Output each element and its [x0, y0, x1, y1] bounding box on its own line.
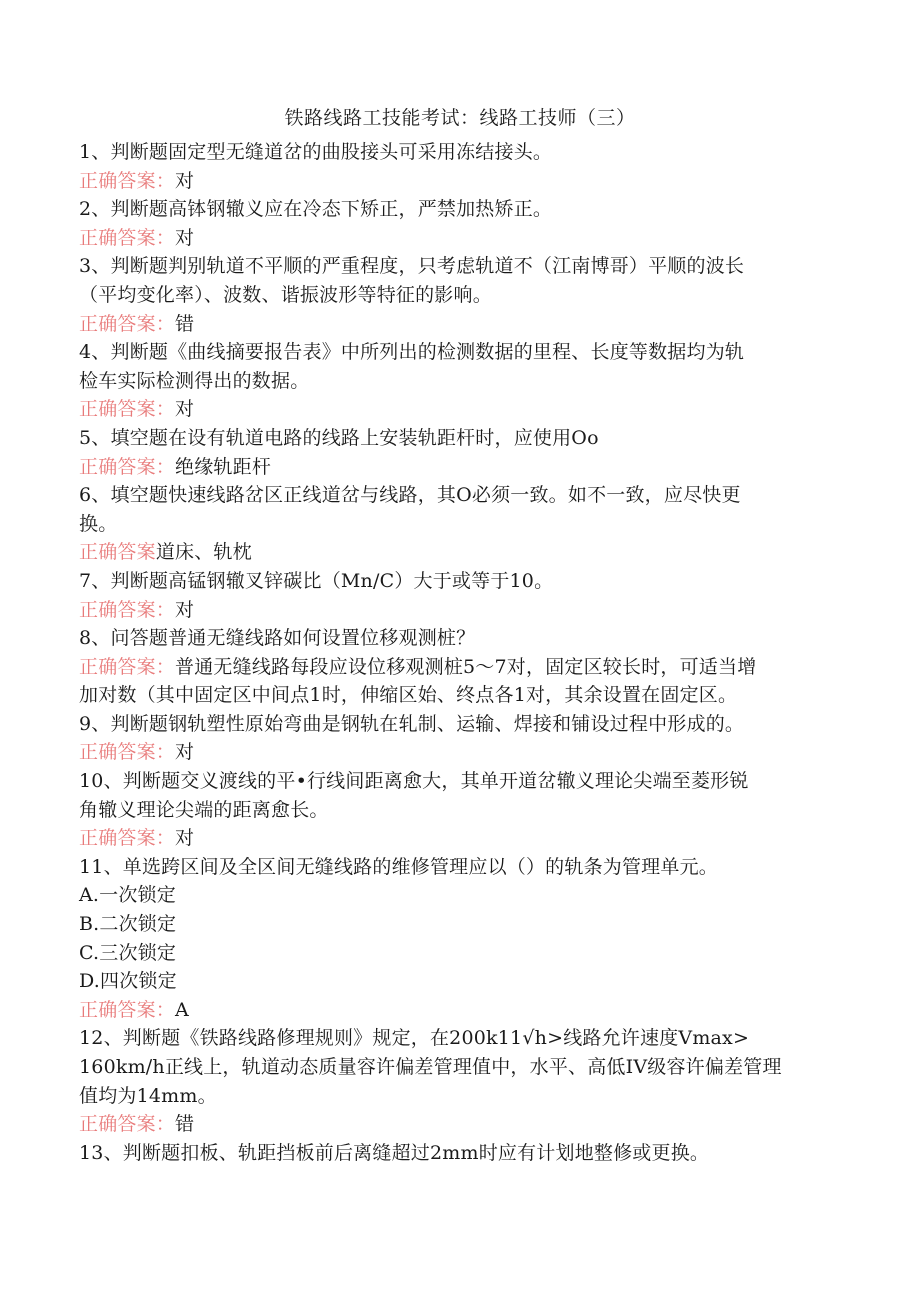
question-10: 10、判断题交义渡线的平•行线间距离愈大，其单开道岔辙义理论尖端至菱形锐 — [79, 770, 749, 793]
answer-9 — [79, 738, 839, 767]
answer-5 — [79, 453, 839, 482]
question-4-cont: 检车实际检测得出的数据。 — [79, 369, 310, 392]
answer-label: 正确答案： — [79, 598, 176, 621]
answer-label: 正确答案： — [79, 655, 176, 678]
answer-label: 正确答案： — [79, 741, 176, 764]
answer-label: 正确答案： — [79, 1113, 176, 1136]
question-9: 9、判断题钢轨塑性原始弯曲是钢轨在轧制、运输、焊接和铺设过程中形成的。 — [79, 712, 745, 735]
question-6: 6、填空题快速线路岔区正线道岔与线路，其O必须一致。如不一致，应尽快更 — [79, 484, 741, 507]
answer-value: 错 — [175, 1113, 195, 1136]
option-d: D.四次锁定 — [79, 970, 177, 993]
question-12-cont-2: 值均为14mm。 — [79, 1084, 217, 1107]
answer-label: 正确答案： — [79, 169, 176, 192]
question-list — [79, 138, 839, 1167]
question-1: 1、判断题固定型无缝道岔的曲股接头可采用冻结接头。 — [79, 141, 553, 163]
answer-4 — [79, 395, 839, 424]
answer-value: A — [175, 998, 189, 1021]
question-3: 3、判断题判别轨道不平顺的严重程度，只考虑轨道不（江南博哥）平顺的波长 — [79, 255, 745, 278]
answer-value: 对 — [175, 741, 195, 764]
question-6-cont: 换。 — [79, 512, 118, 535]
question-2: 2、判断题高钵钢辙义应在冷态下矫正，严禁加热矫正。 — [79, 198, 553, 221]
answer-value: 对 — [175, 398, 195, 421]
answer-value: 绝缘轨距杆 — [175, 455, 272, 478]
answer-label: 正确答案： — [79, 455, 176, 478]
answer-10 — [79, 824, 839, 853]
answer-label: 正确答案： — [79, 827, 176, 850]
answer-11 — [79, 996, 839, 1025]
answer-3 — [79, 310, 839, 339]
answer-value: 普通无缝线路每段应设位移观测桩5〜7对，固定区较长时，可适当增 — [175, 655, 757, 678]
question-8: 8、问答题普通无缝线路如何设置位移观测桩？ — [79, 627, 476, 650]
question-12: 12、判断题《铁路线路修理规则》规定，在200k11√h>线路允许速度Vmax> — [79, 1027, 750, 1050]
option-b: B.二次锁定 — [79, 913, 177, 936]
answer-value: 错 — [175, 312, 195, 335]
answer-8-cont: 加对数（其中固定区中间点1时，伸缩区始、终点各1对，其余设置在固定区。 — [79, 684, 738, 707]
answer-label: 正确答案 — [79, 541, 156, 564]
answer-8 — [79, 653, 839, 682]
question-11: 11、单选跨区间及全区间无缝线路的维修管理应以（）的轨条为管理单元。 — [79, 855, 718, 878]
answer-12 — [79, 1110, 839, 1139]
question-13: 13、判断题扣板、轨距挡板前后离缝超过2mm时应有计划地整修或更换。 — [79, 1141, 710, 1164]
answer-value: 对 — [175, 226, 195, 249]
answer-value: 对 — [175, 169, 195, 192]
question-10-cont: 角辙义理论尖端的距离愈长。 — [79, 798, 329, 821]
answer-label: 正确答案： — [79, 226, 176, 249]
answer-value: 对 — [175, 827, 195, 850]
answer-label: 正确答案： — [79, 312, 176, 335]
question-12-cont: 160km∕h正线上，轨道动态质量容许偏差管理值中，水平、高低IV级容许偏差管理 — [79, 1056, 782, 1078]
question-4: 4、判断题《曲线摘要报告表》中所列出的检测数据的里程、长度等数据均为轨 — [79, 341, 745, 364]
answer-label: 正确答案： — [79, 398, 176, 421]
answer-label: 正确答案： — [79, 998, 176, 1021]
answer-value: 道床、轨枕 — [155, 541, 252, 564]
option-c: C.三次锁定 — [79, 941, 177, 964]
question-3-cont: （平均变化率）、波数、谐振波形等特征的影响。 — [79, 283, 492, 306]
answer-value: 对 — [175, 598, 195, 621]
answer-6 — [79, 538, 839, 567]
answer-2 — [79, 224, 839, 253]
answer-7 — [79, 596, 839, 625]
answer-1 — [79, 167, 839, 196]
question-5: 5、填空题在设有轨道电路的线路上安装轨距杆时，应使用Oo — [79, 426, 599, 449]
question-7: 7、判断题高锰钢辙叉锌碳比（Mn/C）大于或等于10。 — [79, 569, 554, 592]
page-title: 铁路线路工技能考试：线路工技师（三） — [284, 107, 636, 129]
option-a: A.一次锁定 — [79, 884, 176, 907]
